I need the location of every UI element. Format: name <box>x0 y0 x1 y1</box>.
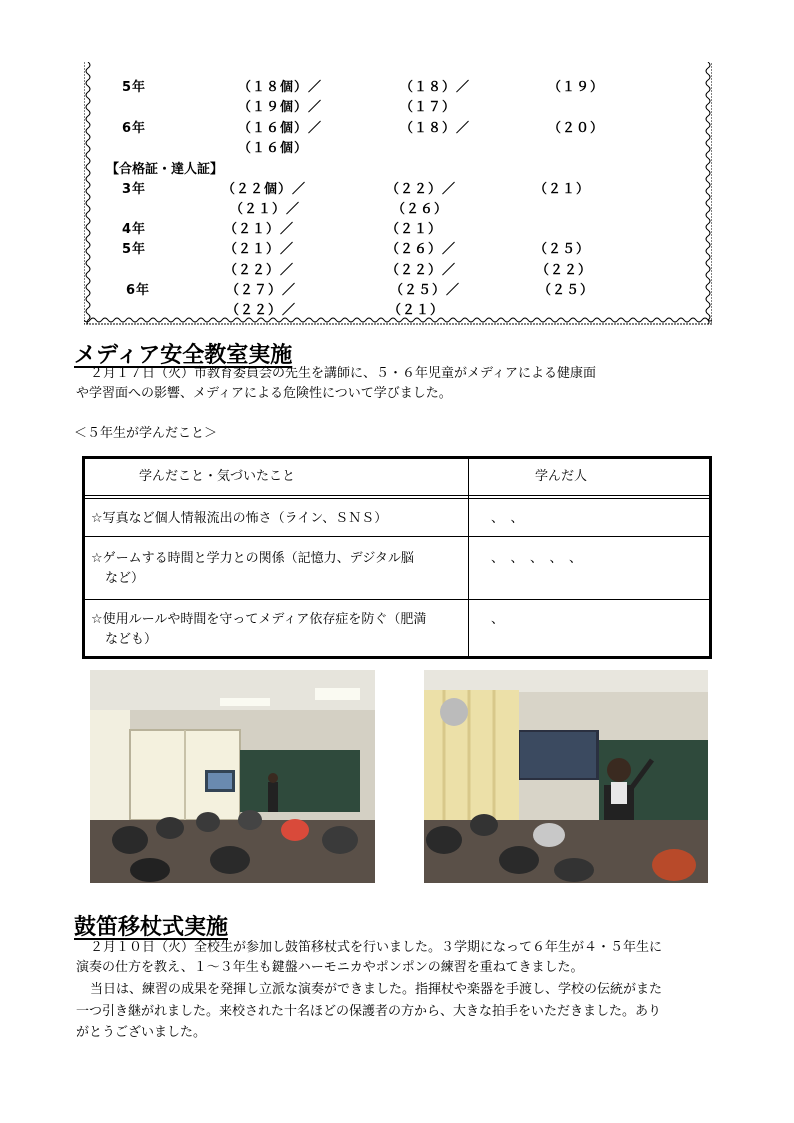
score-value: （２２個）／ <box>222 182 307 197</box>
score-value: （２１）／ <box>224 242 295 257</box>
column-divider <box>468 459 469 656</box>
drum-paragraph-line: 演奏の仕方を教え、１～３年生も鍵盤ハーモニカやポンポンの練習を重ねてきました。 <box>76 960 584 975</box>
score-value: （１６個） <box>238 141 309 156</box>
table-caption: ＜５年生が学んだこと＞ <box>74 426 218 441</box>
table-cell-topic: ☆写真など個人情報流出の怖さ（ライン、ＳＮＳ） <box>91 511 388 526</box>
media-section-title: メディア安全教室実施 <box>74 342 293 368</box>
table-cell-topic-cont: なども） <box>105 632 158 647</box>
grade-label: 6年 <box>126 283 151 298</box>
score-value: （２７）／ <box>226 283 297 298</box>
table-cell-students: 、 、 <box>491 511 524 526</box>
learning-table <box>82 456 712 659</box>
score-value: （２１） <box>388 303 445 318</box>
row-divider <box>85 536 709 537</box>
header-divider <box>85 495 709 499</box>
drum-section-title: 鼓笛移杖式実施 <box>74 914 229 940</box>
table-cell-topic: ☆ゲームする時間と学力との関係（記憶力、デジタル脳 <box>91 551 414 566</box>
score-value: （１９個）／ <box>238 100 323 115</box>
classroom-photo-right <box>424 670 708 883</box>
table-cell-topic-cont: など） <box>105 571 145 586</box>
media-paragraph-line: や学習面への影響、メディアによる危険性について学びました。 <box>76 386 452 401</box>
grade-label: 4年 <box>122 222 147 237</box>
score-value: （１８）／ <box>400 80 471 95</box>
score-value: （１９） <box>548 80 605 95</box>
score-value: （２５） <box>538 283 595 298</box>
classroom-photo-left <box>90 670 375 883</box>
score-value: （２１） <box>534 182 591 197</box>
score-value: （１７） <box>400 100 457 115</box>
table-cell-students: 、 、 、 、 、 <box>491 551 583 566</box>
drum-paragraph-line: ２月１０日（火）全校生が参加し鼓笛移杖式を行いました。３学期になって６年生が４・５年生に <box>90 940 663 955</box>
score-value: （２２）／ <box>224 263 295 278</box>
drum-paragraph-line: 一つ引き継がれました。来校された十名ほどの保護者の方から、大きな拍手をいただきました。あり <box>76 1004 662 1019</box>
grade-label: 6年 <box>122 121 147 136</box>
score-value: （２０） <box>548 121 605 136</box>
score-value: （２１）／ <box>230 202 301 217</box>
grade-label: 3年 <box>122 182 147 197</box>
score-value: （２６）／ <box>386 242 457 257</box>
score-value: （２２）／ <box>386 182 457 197</box>
table-header-students: 学んだ人 <box>535 469 588 484</box>
score-value: （２２） <box>536 263 593 278</box>
drum-paragraph-line: がとうございました。 <box>76 1025 207 1040</box>
score-value: （２５） <box>534 242 591 257</box>
score-value: （１８個）／ <box>238 80 323 95</box>
score-value: （２６） <box>392 202 449 217</box>
media-paragraph-line: ２月１７日（火）市教育委員会の先生を講師に、５・６年児童がメディアによる健康面 <box>90 366 596 381</box>
drum-paragraph-line: 当日は、練習の成果を発揮し立派な演奏ができました。指揮杖や楽器を手渡し、学校の伝統がまた <box>90 982 663 997</box>
score-value: （２１） <box>386 222 443 237</box>
table-cell-students: 、 <box>491 612 505 627</box>
row-divider <box>85 599 709 600</box>
table-cell-topic: ☆使用ルールや時間を守ってメディア依存症を防ぐ（肥満 <box>91 612 427 627</box>
section-label: 【合格証・達人証】 <box>106 162 224 177</box>
score-value: （１６個）／ <box>238 121 323 136</box>
grade-label: 5年 <box>122 242 147 257</box>
score-value: （２２）／ <box>226 303 297 318</box>
score-value: （２２）／ <box>386 263 457 278</box>
score-value: （１８）／ <box>400 121 471 136</box>
score-value: （２５）／ <box>390 283 461 298</box>
score-value: （２１）／ <box>224 222 295 237</box>
table-header-learned: 学んだこと・気づいたこと <box>139 469 296 484</box>
grade-label: 5年 <box>122 80 147 95</box>
score-box <box>84 62 712 326</box>
